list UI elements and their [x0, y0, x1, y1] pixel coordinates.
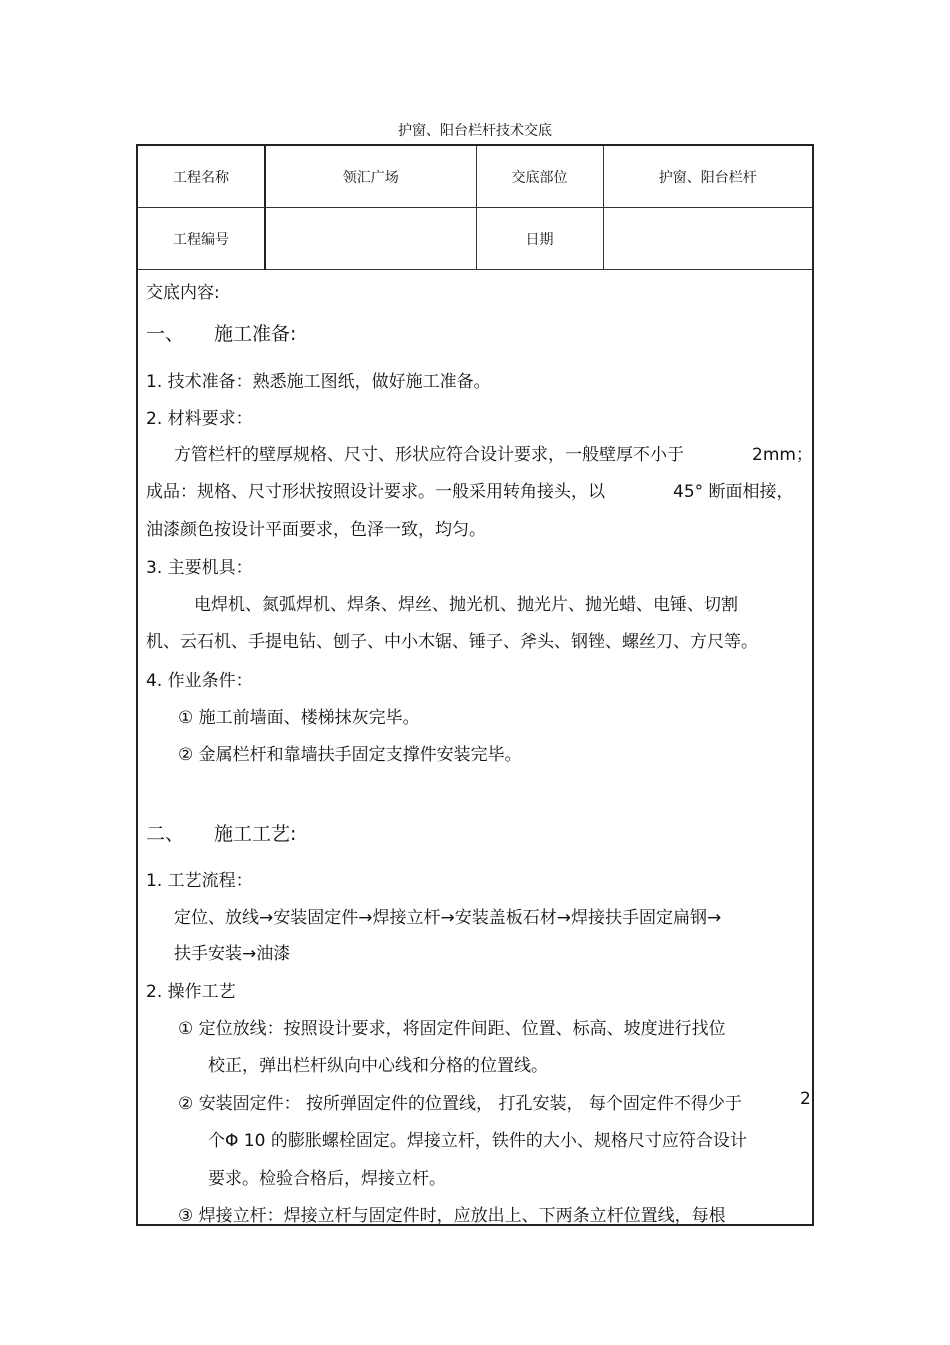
- s1-item-2: 2. 材料要求：: [146, 409, 253, 429]
- project-name-label: 工程名称: [138, 146, 265, 208]
- section-2-title: 施工工艺:: [214, 823, 297, 845]
- s2-item-2-a-line-1: ① 定位放线：按照设计要求，将固定件间距、位置、标高、坡度进行找位: [178, 1019, 726, 1039]
- date-value: [603, 208, 812, 270]
- s2-item-2-b-line-3: 要求。检验合格后，焊接立杆。: [208, 1169, 446, 1189]
- s1-item-2-para-3: 油漆颜色按设计平面要求，色泽一致，均匀。: [146, 520, 486, 540]
- disclosure-form: [136, 144, 814, 1226]
- project-no-value: [265, 208, 476, 270]
- part-value: 护窗、阳台栏杆: [603, 146, 812, 208]
- s1-item-2-para-2: 成品：规格、尺寸形状按照设计要求。一般采用转角接头，以: [146, 482, 605, 502]
- s1-item-4-a: ① 施工前墙面、楼梯抹灰完毕。: [178, 708, 420, 728]
- section-2-number: 二、: [146, 823, 185, 845]
- s1-item-2-para-2-tail: 45° 断面相接，: [673, 482, 794, 502]
- header-row: [138, 208, 812, 270]
- header-row: [138, 146, 812, 208]
- date-label: 日期: [476, 208, 603, 270]
- s2-item-2: 2. 操作工艺: [146, 982, 236, 1002]
- s1-item-1: 1. 技术准备：熟悉施工图纸，做好施工准备。: [146, 372, 491, 392]
- s2-item-2-b-line-1: ② 安装固定件： 按所弹固定件的位置线， 打孔安装， 每个固定件不得少于: [178, 1094, 742, 1114]
- header-table: [138, 146, 812, 270]
- s2-item-1: 1. 工艺流程：: [146, 871, 253, 891]
- section-1-number: 一、: [146, 323, 185, 345]
- s2-item-2-c-line-1: ③ 焊接立杆：焊接立杆与固定件时，应放出上、下两条立杆位置线，每根: [178, 1206, 726, 1226]
- document-title: 护窗、阳台栏杆技术交底: [398, 123, 552, 139]
- section-1-title: 施工准备:: [214, 323, 297, 345]
- s2-item-2-b-line-2: 个Φ 10 的膨胀螺栓固定。焊接立杆，铁件的大小、规格尺寸应符合设计: [208, 1131, 747, 1151]
- s2-item-1-para-1: 定位、放线→安装固定件→焊接立杆→安装盖板石材→焊接扶手固定扁钢→: [174, 908, 722, 928]
- s2-item-2-b-line-1-tail: 2: [800, 1089, 811, 1109]
- content-intro: 交底内容:: [146, 283, 220, 303]
- project-no-label: 工程编号: [138, 208, 265, 270]
- s1-item-3: 3. 主要机具：: [146, 558, 253, 578]
- s1-item-3-para-2: 机、云石机、手提电钻、刨子、中小木锯、锤子、斧头、钢锉、螺丝刀、方尺等。: [146, 632, 758, 652]
- s1-item-4-b: ② 金属栏杆和靠墙扶手固定支撑件安装完毕。: [178, 745, 522, 765]
- s1-item-2-para-1-tail: 2mm；: [752, 445, 813, 465]
- s1-item-4: 4. 作业条件：: [146, 671, 253, 691]
- part-label: 交底部位: [476, 146, 603, 208]
- s2-item-1-para-2: 扶手安装→油漆: [174, 944, 291, 964]
- s2-item-2-a-line-2: 校正，弹出栏杆纵向中心线和分格的位置线。: [208, 1056, 548, 1076]
- s1-item-3-para-1: 电焊机、氮弧焊机、焊条、焊丝、抛光机、抛光片、抛光蜡、电锤、切割: [194, 595, 738, 615]
- s1-item-2-para-1: 方管栏杆的壁厚规格、尺寸、形状应符合设计要求，一般壁厚不小于: [174, 445, 684, 465]
- project-name-value: 领汇广场: [265, 146, 476, 208]
